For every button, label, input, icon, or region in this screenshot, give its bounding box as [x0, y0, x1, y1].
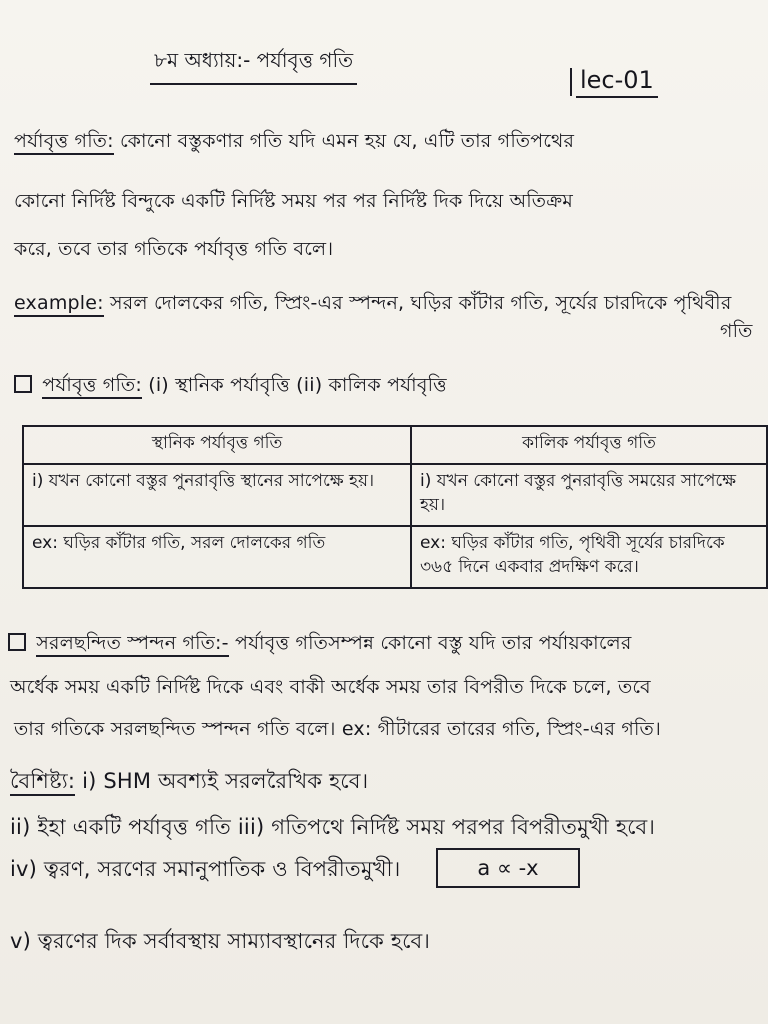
types-text: (i) স্থানিক পর্যাবৃত্তি (ii) কালিক পর্যাবৃত্তি: [148, 374, 447, 396]
table-cell: i) যখন কোনো বস্তুর পুনরাবৃত্তি সময়ের সাপেক্ষে হয়।: [411, 464, 767, 526]
shm-line-3: তার গতিকে সরলছন্দিত স্পন্দন গতি বলে। ex: গীটারের তারের গতি, স্প্রিং-এর গতি।: [14, 718, 661, 740]
proportionality-box: a ∝ -x: [436, 848, 580, 888]
table-header-row: [23, 426, 767, 464]
table-row: [23, 464, 767, 526]
table-header-temporal: কালিক পর্যাবৃত্ত গতি: [411, 426, 767, 464]
example-line-2: গতি: [720, 320, 753, 342]
feature-item-3: iv) ত্বরণ, সরণের সমানুপাতিক ও বিপরীতমুখী।: [10, 857, 401, 881]
chapter-title: ৮ম অধ্যায়:- পর্যাবৃত্ত গতি: [150, 46, 357, 85]
feature-item-2: ii) ইহা একটি পর্যাবৃত্ত গতি iii) গতিপথে নির্দিষ্ট সময় পরপর বিপরীতমুখী হবে।: [10, 815, 656, 839]
shm-term: সরলছন্দিত স্পন্দন গতি:-: [36, 632, 228, 657]
example-term: example:: [14, 292, 104, 317]
definition-line-1: [14, 128, 574, 154]
example-text-1: সরল দোলকের গতি, স্প্রিং-এর স্পন্দন, ঘড়ির কাঁটার গতি, সূর্যের চারদিকে পৃথিবীর: [110, 292, 732, 314]
shm-line-1: [8, 630, 631, 656]
definition-line-3: করে, তবে তার গতিকে পর্যাবৃত্ত গতি বলে।: [14, 238, 334, 260]
definition-line-2: কোনো নির্দিষ্ট বিন্দুকে একটি নির্দিষ্ট সময় পর পর নির্দিষ্ট দিক দিয়ে অতিক্রম: [14, 190, 574, 212]
features-line-1: [10, 768, 368, 794]
types-label: পর্যাবৃত্ত গতি:: [42, 374, 142, 399]
shm-text-1: পর্যাবৃত্ত গতিসম্পন্ন কোনো বস্তু যদি তার পর্যায়কালের: [234, 632, 632, 654]
lecture-tag: lec-01: [576, 66, 658, 98]
feature-item-1: i) SHM অবশ্যই সরলরৈখিক হবে।: [82, 769, 369, 793]
definition-text-1: কোনো বস্তুকণার গতি যদি এমন হয় যে, এটি তার গতিপথের: [119, 130, 575, 152]
features-term: বৈশিষ্ট্য:: [10, 769, 75, 796]
comparison-table: [22, 425, 768, 589]
table-row: [23, 526, 767, 588]
example-line-1: [14, 290, 731, 316]
types-line: [14, 372, 447, 398]
checkbox-icon: [8, 633, 26, 651]
shm-line-2: অর্ধেক সময় একটি নির্দিষ্ট দিকে এবং বাকী অর্ধেক সময় তার বিপরীত দিকে চলে, তবে: [10, 676, 651, 698]
table-cell: ex: ঘড়ির কাঁটার গতি, পৃথিবী সূর্যের চারদিকে ৩৬৫ দিনে একবার প্রদক্ষিণ করে।: [411, 526, 767, 588]
feature-item-4: v) ত্বরণের দিক সর্বাবস্থায় সাম্যাবস্থানের দিকে হবে।: [10, 929, 431, 953]
table-cell: i) যখন কোনো বস্তুর পুনরাবৃত্তি স্থানের সাপেক্ষে হয়।: [23, 464, 411, 526]
definition-term: পর্যাবৃত্ত গতি:: [14, 130, 114, 155]
table-header-spatial: স্থানিক পর্যাবৃত্ত গতি: [23, 426, 411, 464]
checkbox-icon: [14, 375, 32, 393]
table-cell: ex: ঘড়ির কাঁটার গতি, সরল দোলকের গতি: [23, 526, 411, 588]
